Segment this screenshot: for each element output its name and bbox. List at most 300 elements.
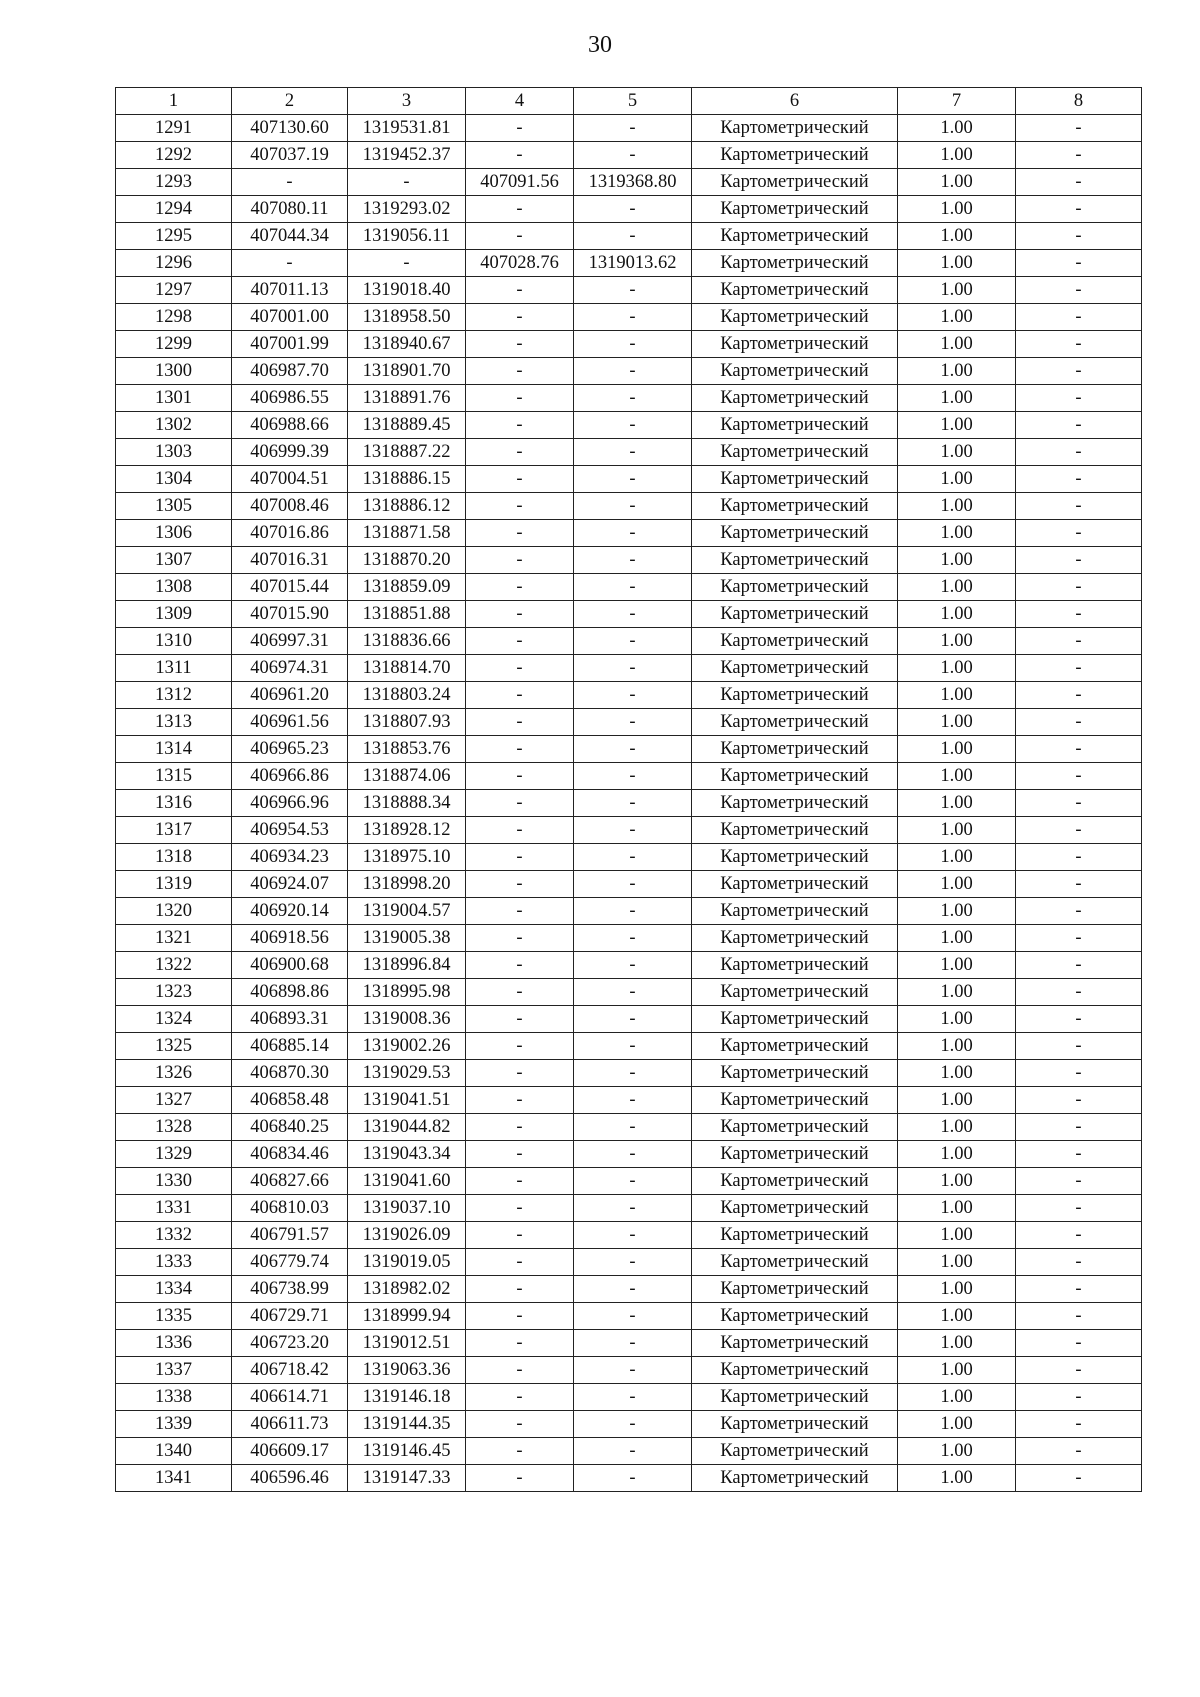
- cell-method: Картометрический: [692, 1168, 898, 1195]
- column-header-8: 8: [1016, 88, 1142, 115]
- cell-method: Картометрический: [692, 628, 898, 655]
- cell-note: -: [1016, 1087, 1142, 1114]
- cell-y-coordinate: 1318928.12: [348, 817, 466, 844]
- cell-note: -: [1016, 979, 1142, 1006]
- cell-x-coordinate-alt: -: [466, 304, 574, 331]
- cell-point-number: 1298: [116, 304, 232, 331]
- cell-y-coordinate-alt: -: [574, 1303, 692, 1330]
- cell-method: Картометрический: [692, 574, 898, 601]
- cell-note: -: [1016, 250, 1142, 277]
- cell-accuracy: 1.00: [898, 1303, 1016, 1330]
- cell-point-number: 1332: [116, 1222, 232, 1249]
- table-row: [116, 115, 1142, 142]
- cell-accuracy: 1.00: [898, 1114, 1016, 1141]
- cell-y-coordinate: 1318940.67: [348, 331, 466, 358]
- cell-y-coordinate: 1319002.26: [348, 1033, 466, 1060]
- cell-x-coordinate-alt: -: [466, 898, 574, 925]
- cell-y-coordinate-alt: -: [574, 628, 692, 655]
- cell-x-coordinate: 406729.71: [232, 1303, 348, 1330]
- cell-x-coordinate: 406986.55: [232, 385, 348, 412]
- cell-accuracy: 1.00: [898, 1195, 1016, 1222]
- cell-note: -: [1016, 925, 1142, 952]
- cell-method: Картометрический: [692, 763, 898, 790]
- cell-y-coordinate: 1318803.24: [348, 682, 466, 709]
- page-number: 30: [588, 32, 612, 58]
- table-row: [116, 1087, 1142, 1114]
- cell-x-coordinate-alt: -: [466, 817, 574, 844]
- table-row: [116, 493, 1142, 520]
- cell-note: -: [1016, 898, 1142, 925]
- cell-method: Картометрический: [692, 1303, 898, 1330]
- cell-y-coordinate-alt: -: [574, 466, 692, 493]
- cell-method: Картометрический: [692, 1114, 898, 1141]
- cell-y-coordinate-alt: -: [574, 655, 692, 682]
- cell-y-coordinate: 1318886.15: [348, 466, 466, 493]
- cell-y-coordinate-alt: -: [574, 1168, 692, 1195]
- cell-y-coordinate: 1318888.34: [348, 790, 466, 817]
- cell-y-coordinate-alt: -: [574, 952, 692, 979]
- cell-y-coordinate-alt: -: [574, 1033, 692, 1060]
- column-header-2: 2: [232, 88, 348, 115]
- cell-point-number: 1294: [116, 196, 232, 223]
- cell-point-number: 1291: [116, 115, 232, 142]
- cell-x-coordinate-alt: -: [466, 439, 574, 466]
- cell-note: -: [1016, 331, 1142, 358]
- cell-x-coordinate-alt: -: [466, 547, 574, 574]
- cell-y-coordinate-alt: -: [574, 763, 692, 790]
- cell-method: Картометрический: [692, 736, 898, 763]
- cell-x-coordinate-alt: -: [466, 601, 574, 628]
- cell-x-coordinate-alt: -: [466, 979, 574, 1006]
- cell-x-coordinate-alt: -: [466, 1276, 574, 1303]
- cell-x-coordinate-alt: -: [466, 1114, 574, 1141]
- cell-y-coordinate: 1319041.60: [348, 1168, 466, 1195]
- cell-y-coordinate-alt: -: [574, 1411, 692, 1438]
- cell-note: -: [1016, 1249, 1142, 1276]
- cell-point-number: 1293: [116, 169, 232, 196]
- cell-y-coordinate-alt: -: [574, 1465, 692, 1492]
- cell-accuracy: 1.00: [898, 952, 1016, 979]
- cell-point-number: 1321: [116, 925, 232, 952]
- cell-x-coordinate-alt: -: [466, 115, 574, 142]
- table-row: [116, 763, 1142, 790]
- cell-point-number: 1336: [116, 1330, 232, 1357]
- cell-x-coordinate: 406885.14: [232, 1033, 348, 1060]
- cell-x-coordinate-alt: -: [466, 682, 574, 709]
- cell-note: -: [1016, 736, 1142, 763]
- table-row: [116, 925, 1142, 952]
- cell-y-coordinate-alt: -: [574, 493, 692, 520]
- cell-y-coordinate: 1319147.33: [348, 1465, 466, 1492]
- cell-accuracy: 1.00: [898, 196, 1016, 223]
- cell-y-coordinate: -: [348, 169, 466, 196]
- cell-y-coordinate: 1318998.20: [348, 871, 466, 898]
- cell-x-coordinate: 406738.99: [232, 1276, 348, 1303]
- cell-y-coordinate: 1319063.36: [348, 1357, 466, 1384]
- cell-note: -: [1016, 1222, 1142, 1249]
- cell-note: -: [1016, 1168, 1142, 1195]
- cell-note: -: [1016, 817, 1142, 844]
- cell-y-coordinate-alt: 1319013.62: [574, 250, 692, 277]
- cell-y-coordinate: 1318982.02: [348, 1276, 466, 1303]
- table-row: [116, 142, 1142, 169]
- cell-method: Картометрический: [692, 439, 898, 466]
- cell-accuracy: 1.00: [898, 1168, 1016, 1195]
- cell-point-number: 1302: [116, 412, 232, 439]
- cell-method: Картометрический: [692, 1411, 898, 1438]
- cell-method: Картометрический: [692, 115, 898, 142]
- table-row: [116, 520, 1142, 547]
- table-row: [116, 709, 1142, 736]
- cell-y-coordinate: 1318870.20: [348, 547, 466, 574]
- cell-x-coordinate-alt: -: [466, 844, 574, 871]
- cell-accuracy: 1.00: [898, 439, 1016, 466]
- cell-x-coordinate-alt: -: [466, 1465, 574, 1492]
- cell-accuracy: 1.00: [898, 1330, 1016, 1357]
- column-header-6: 6: [692, 88, 898, 115]
- cell-y-coordinate: 1319146.45: [348, 1438, 466, 1465]
- table-row: [116, 898, 1142, 925]
- cell-accuracy: 1.00: [898, 1465, 1016, 1492]
- cell-method: Картометрический: [692, 844, 898, 871]
- cell-note: -: [1016, 1006, 1142, 1033]
- table-row: [116, 601, 1142, 628]
- cell-accuracy: 1.00: [898, 466, 1016, 493]
- cell-note: -: [1016, 844, 1142, 871]
- cell-x-coordinate-alt: -: [466, 493, 574, 520]
- table-row: [116, 1465, 1142, 1492]
- cell-point-number: 1339: [116, 1411, 232, 1438]
- cell-method: Картометрический: [692, 1222, 898, 1249]
- cell-method: Картометрический: [692, 277, 898, 304]
- cell-point-number: 1312: [116, 682, 232, 709]
- cell-point-number: 1325: [116, 1033, 232, 1060]
- table-row: [116, 1411, 1142, 1438]
- cell-y-coordinate: 1318859.09: [348, 574, 466, 601]
- cell-point-number: 1295: [116, 223, 232, 250]
- cell-note: -: [1016, 628, 1142, 655]
- cell-y-coordinate-alt: -: [574, 223, 692, 250]
- cell-x-coordinate: 406870.30: [232, 1060, 348, 1087]
- cell-x-coordinate: -: [232, 250, 348, 277]
- cell-x-coordinate-alt: -: [466, 142, 574, 169]
- cell-accuracy: 1.00: [898, 1006, 1016, 1033]
- cell-point-number: 1328: [116, 1114, 232, 1141]
- cell-x-coordinate: 406997.31: [232, 628, 348, 655]
- cell-y-coordinate: 1318836.66: [348, 628, 466, 655]
- cell-x-coordinate-alt: -: [466, 466, 574, 493]
- table-row: [116, 736, 1142, 763]
- cell-note: -: [1016, 439, 1142, 466]
- cell-accuracy: 1.00: [898, 331, 1016, 358]
- cell-method: Картометрический: [692, 655, 898, 682]
- cell-point-number: 1313: [116, 709, 232, 736]
- cell-method: Картометрический: [692, 682, 898, 709]
- cell-note: -: [1016, 871, 1142, 898]
- cell-y-coordinate: 1318871.58: [348, 520, 466, 547]
- cell-method: Картометрический: [692, 169, 898, 196]
- cell-note: -: [1016, 1195, 1142, 1222]
- cell-x-coordinate: 406988.66: [232, 412, 348, 439]
- cell-x-coordinate-alt: -: [466, 952, 574, 979]
- cell-y-coordinate: 1319019.05: [348, 1249, 466, 1276]
- cell-point-number: 1326: [116, 1060, 232, 1087]
- cell-y-coordinate: 1318975.10: [348, 844, 466, 871]
- cell-x-coordinate: 406614.71: [232, 1384, 348, 1411]
- cell-note: -: [1016, 655, 1142, 682]
- cell-accuracy: 1.00: [898, 628, 1016, 655]
- column-header-4: 4: [466, 88, 574, 115]
- cell-method: Картометрический: [692, 520, 898, 547]
- cell-x-coordinate-alt: 407091.56: [466, 169, 574, 196]
- cell-x-coordinate: 406723.20: [232, 1330, 348, 1357]
- cell-x-coordinate-alt: -: [466, 763, 574, 790]
- cell-point-number: 1318: [116, 844, 232, 871]
- cell-accuracy: 1.00: [898, 898, 1016, 925]
- cell-y-coordinate: 1318996.84: [348, 952, 466, 979]
- cell-y-coordinate-alt: -: [574, 1438, 692, 1465]
- table-header: [116, 88, 1142, 115]
- table-row: [116, 1276, 1142, 1303]
- cell-x-coordinate: 406596.46: [232, 1465, 348, 1492]
- cell-point-number: 1299: [116, 331, 232, 358]
- cell-method: Картометрический: [692, 142, 898, 169]
- cell-point-number: 1327: [116, 1087, 232, 1114]
- cell-y-coordinate-alt: -: [574, 844, 692, 871]
- cell-y-coordinate: 1319056.11: [348, 223, 466, 250]
- cell-accuracy: 1.00: [898, 763, 1016, 790]
- cell-point-number: 1297: [116, 277, 232, 304]
- cell-y-coordinate-alt: -: [574, 979, 692, 1006]
- cell-x-coordinate: 406718.42: [232, 1357, 348, 1384]
- cell-note: -: [1016, 169, 1142, 196]
- cell-x-coordinate: 406898.86: [232, 979, 348, 1006]
- cell-x-coordinate: 406611.73: [232, 1411, 348, 1438]
- cell-method: Картометрический: [692, 1060, 898, 1087]
- cell-method: Картометрический: [692, 1465, 898, 1492]
- cell-method: Картометрический: [692, 547, 898, 574]
- cell-method: Картометрический: [692, 196, 898, 223]
- cell-x-coordinate: 406920.14: [232, 898, 348, 925]
- cell-y-coordinate: 1319043.34: [348, 1141, 466, 1168]
- cell-y-coordinate: 1318874.06: [348, 763, 466, 790]
- cell-y-coordinate-alt: 1319368.80: [574, 169, 692, 196]
- cell-x-coordinate-alt: -: [466, 1222, 574, 1249]
- cell-x-coordinate-alt: -: [466, 1411, 574, 1438]
- cell-accuracy: 1.00: [898, 1249, 1016, 1276]
- cell-accuracy: 1.00: [898, 250, 1016, 277]
- table-row: [116, 385, 1142, 412]
- cell-method: Картометрический: [692, 1141, 898, 1168]
- cell-method: Картометрический: [692, 223, 898, 250]
- table-body: [116, 115, 1142, 1492]
- cell-y-coordinate: 1318891.76: [348, 385, 466, 412]
- cell-note: -: [1016, 1276, 1142, 1303]
- cell-method: Картометрический: [692, 250, 898, 277]
- cell-point-number: 1296: [116, 250, 232, 277]
- cell-point-number: 1340: [116, 1438, 232, 1465]
- cell-accuracy: 1.00: [898, 1438, 1016, 1465]
- table-row: [116, 412, 1142, 439]
- cell-x-coordinate: 406999.39: [232, 439, 348, 466]
- cell-x-coordinate-alt: -: [466, 1303, 574, 1330]
- cell-x-coordinate: 406840.25: [232, 1114, 348, 1141]
- cell-y-coordinate-alt: -: [574, 574, 692, 601]
- cell-note: -: [1016, 412, 1142, 439]
- cell-x-coordinate: 406987.70: [232, 358, 348, 385]
- table-row: [116, 277, 1142, 304]
- cell-y-coordinate: 1319452.37: [348, 142, 466, 169]
- cell-y-coordinate: 1318886.12: [348, 493, 466, 520]
- cell-method: Картометрический: [692, 790, 898, 817]
- cell-y-coordinate: 1318995.98: [348, 979, 466, 1006]
- table-row: [116, 682, 1142, 709]
- cell-note: -: [1016, 223, 1142, 250]
- cell-point-number: 1301: [116, 385, 232, 412]
- cell-accuracy: 1.00: [898, 115, 1016, 142]
- cell-accuracy: 1.00: [898, 817, 1016, 844]
- cell-y-coordinate-alt: -: [574, 1087, 692, 1114]
- cell-note: -: [1016, 1303, 1142, 1330]
- cell-x-coordinate: 407080.11: [232, 196, 348, 223]
- cell-point-number: 1323: [116, 979, 232, 1006]
- cell-note: -: [1016, 1060, 1142, 1087]
- cell-point-number: 1338: [116, 1384, 232, 1411]
- cell-point-number: 1333: [116, 1249, 232, 1276]
- cell-y-coordinate: 1319037.10: [348, 1195, 466, 1222]
- cell-accuracy: 1.00: [898, 223, 1016, 250]
- cell-accuracy: 1.00: [898, 1222, 1016, 1249]
- cell-y-coordinate-alt: -: [574, 1195, 692, 1222]
- table-row: [116, 331, 1142, 358]
- cell-note: -: [1016, 682, 1142, 709]
- cell-point-number: 1304: [116, 466, 232, 493]
- cell-note: -: [1016, 1465, 1142, 1492]
- cell-y-coordinate-alt: -: [574, 817, 692, 844]
- cell-accuracy: 1.00: [898, 142, 1016, 169]
- table-row: [116, 817, 1142, 844]
- table-row: [116, 655, 1142, 682]
- table-row: [116, 1114, 1142, 1141]
- cell-y-coordinate: 1319004.57: [348, 898, 466, 925]
- cell-y-coordinate-alt: -: [574, 925, 692, 952]
- cell-x-coordinate-alt: -: [466, 1087, 574, 1114]
- cell-x-coordinate: 406858.48: [232, 1087, 348, 1114]
- cell-y-coordinate: 1318887.22: [348, 439, 466, 466]
- cell-x-coordinate-alt: -: [466, 412, 574, 439]
- header-row: [116, 88, 1142, 115]
- cell-x-coordinate-alt: -: [466, 790, 574, 817]
- cell-y-coordinate-alt: -: [574, 1330, 692, 1357]
- table-row: [116, 358, 1142, 385]
- cell-note: -: [1016, 790, 1142, 817]
- cell-accuracy: 1.00: [898, 979, 1016, 1006]
- table-row: [116, 1438, 1142, 1465]
- cell-x-coordinate: 406900.68: [232, 952, 348, 979]
- cell-point-number: 1315: [116, 763, 232, 790]
- cell-accuracy: 1.00: [898, 709, 1016, 736]
- cell-x-coordinate-alt: -: [466, 925, 574, 952]
- cell-point-number: 1311: [116, 655, 232, 682]
- cell-accuracy: 1.00: [898, 1060, 1016, 1087]
- table-row: [116, 1303, 1142, 1330]
- cell-y-coordinate: 1318853.76: [348, 736, 466, 763]
- cell-x-coordinate-alt: -: [466, 1249, 574, 1276]
- cell-point-number: 1330: [116, 1168, 232, 1195]
- cell-y-coordinate: 1318999.94: [348, 1303, 466, 1330]
- cell-y-coordinate-alt: -: [574, 1276, 692, 1303]
- cell-accuracy: 1.00: [898, 574, 1016, 601]
- cell-y-coordinate: 1319041.51: [348, 1087, 466, 1114]
- cell-x-coordinate: 406779.74: [232, 1249, 348, 1276]
- cell-method: Картометрический: [692, 1033, 898, 1060]
- cell-note: -: [1016, 1357, 1142, 1384]
- cell-point-number: 1309: [116, 601, 232, 628]
- cell-y-coordinate: 1318889.45: [348, 412, 466, 439]
- cell-x-coordinate: 406966.86: [232, 763, 348, 790]
- cell-note: -: [1016, 1438, 1142, 1465]
- cell-y-coordinate: 1318958.50: [348, 304, 466, 331]
- cell-y-coordinate-alt: -: [574, 790, 692, 817]
- cell-note: -: [1016, 493, 1142, 520]
- cell-x-coordinate: 406961.56: [232, 709, 348, 736]
- cell-x-coordinate: 407130.60: [232, 115, 348, 142]
- cell-x-coordinate: 407037.19: [232, 142, 348, 169]
- cell-y-coordinate-alt: -: [574, 1249, 692, 1276]
- cell-y-coordinate-alt: -: [574, 898, 692, 925]
- cell-point-number: 1341: [116, 1465, 232, 1492]
- cell-y-coordinate-alt: -: [574, 1114, 692, 1141]
- cell-method: Картометрический: [692, 1438, 898, 1465]
- cell-x-coordinate: 406918.56: [232, 925, 348, 952]
- cell-point-number: 1316: [116, 790, 232, 817]
- cell-x-coordinate-alt: -: [466, 1438, 574, 1465]
- cell-method: Картометрический: [692, 925, 898, 952]
- table-row: [116, 439, 1142, 466]
- table-row: [116, 304, 1142, 331]
- cell-accuracy: 1.00: [898, 601, 1016, 628]
- cell-accuracy: 1.00: [898, 412, 1016, 439]
- cell-y-coordinate: 1319008.36: [348, 1006, 466, 1033]
- cell-method: Картометрический: [692, 1330, 898, 1357]
- column-header-1: 1: [116, 88, 232, 115]
- table-row: [116, 1330, 1142, 1357]
- cell-point-number: 1306: [116, 520, 232, 547]
- cell-accuracy: 1.00: [898, 385, 1016, 412]
- cell-method: Картометрический: [692, 1195, 898, 1222]
- cell-method: Картометрический: [692, 358, 898, 385]
- cell-x-coordinate: 406827.66: [232, 1168, 348, 1195]
- cell-y-coordinate-alt: -: [574, 871, 692, 898]
- cell-x-coordinate-alt: -: [466, 1195, 574, 1222]
- cell-note: -: [1016, 952, 1142, 979]
- cell-y-coordinate: 1319531.81: [348, 115, 466, 142]
- cell-y-coordinate: 1319146.18: [348, 1384, 466, 1411]
- cell-note: -: [1016, 709, 1142, 736]
- cell-y-coordinate-alt: -: [574, 709, 692, 736]
- cell-y-coordinate: 1319044.82: [348, 1114, 466, 1141]
- table-row: [116, 196, 1142, 223]
- table-row: [116, 979, 1142, 1006]
- cell-x-coordinate: 406924.07: [232, 871, 348, 898]
- cell-x-coordinate: 407001.00: [232, 304, 348, 331]
- cell-note: -: [1016, 520, 1142, 547]
- cell-point-number: 1308: [116, 574, 232, 601]
- cell-accuracy: 1.00: [898, 682, 1016, 709]
- cell-x-coordinate-alt: -: [466, 358, 574, 385]
- cell-point-number: 1292: [116, 142, 232, 169]
- table-row: [116, 1222, 1142, 1249]
